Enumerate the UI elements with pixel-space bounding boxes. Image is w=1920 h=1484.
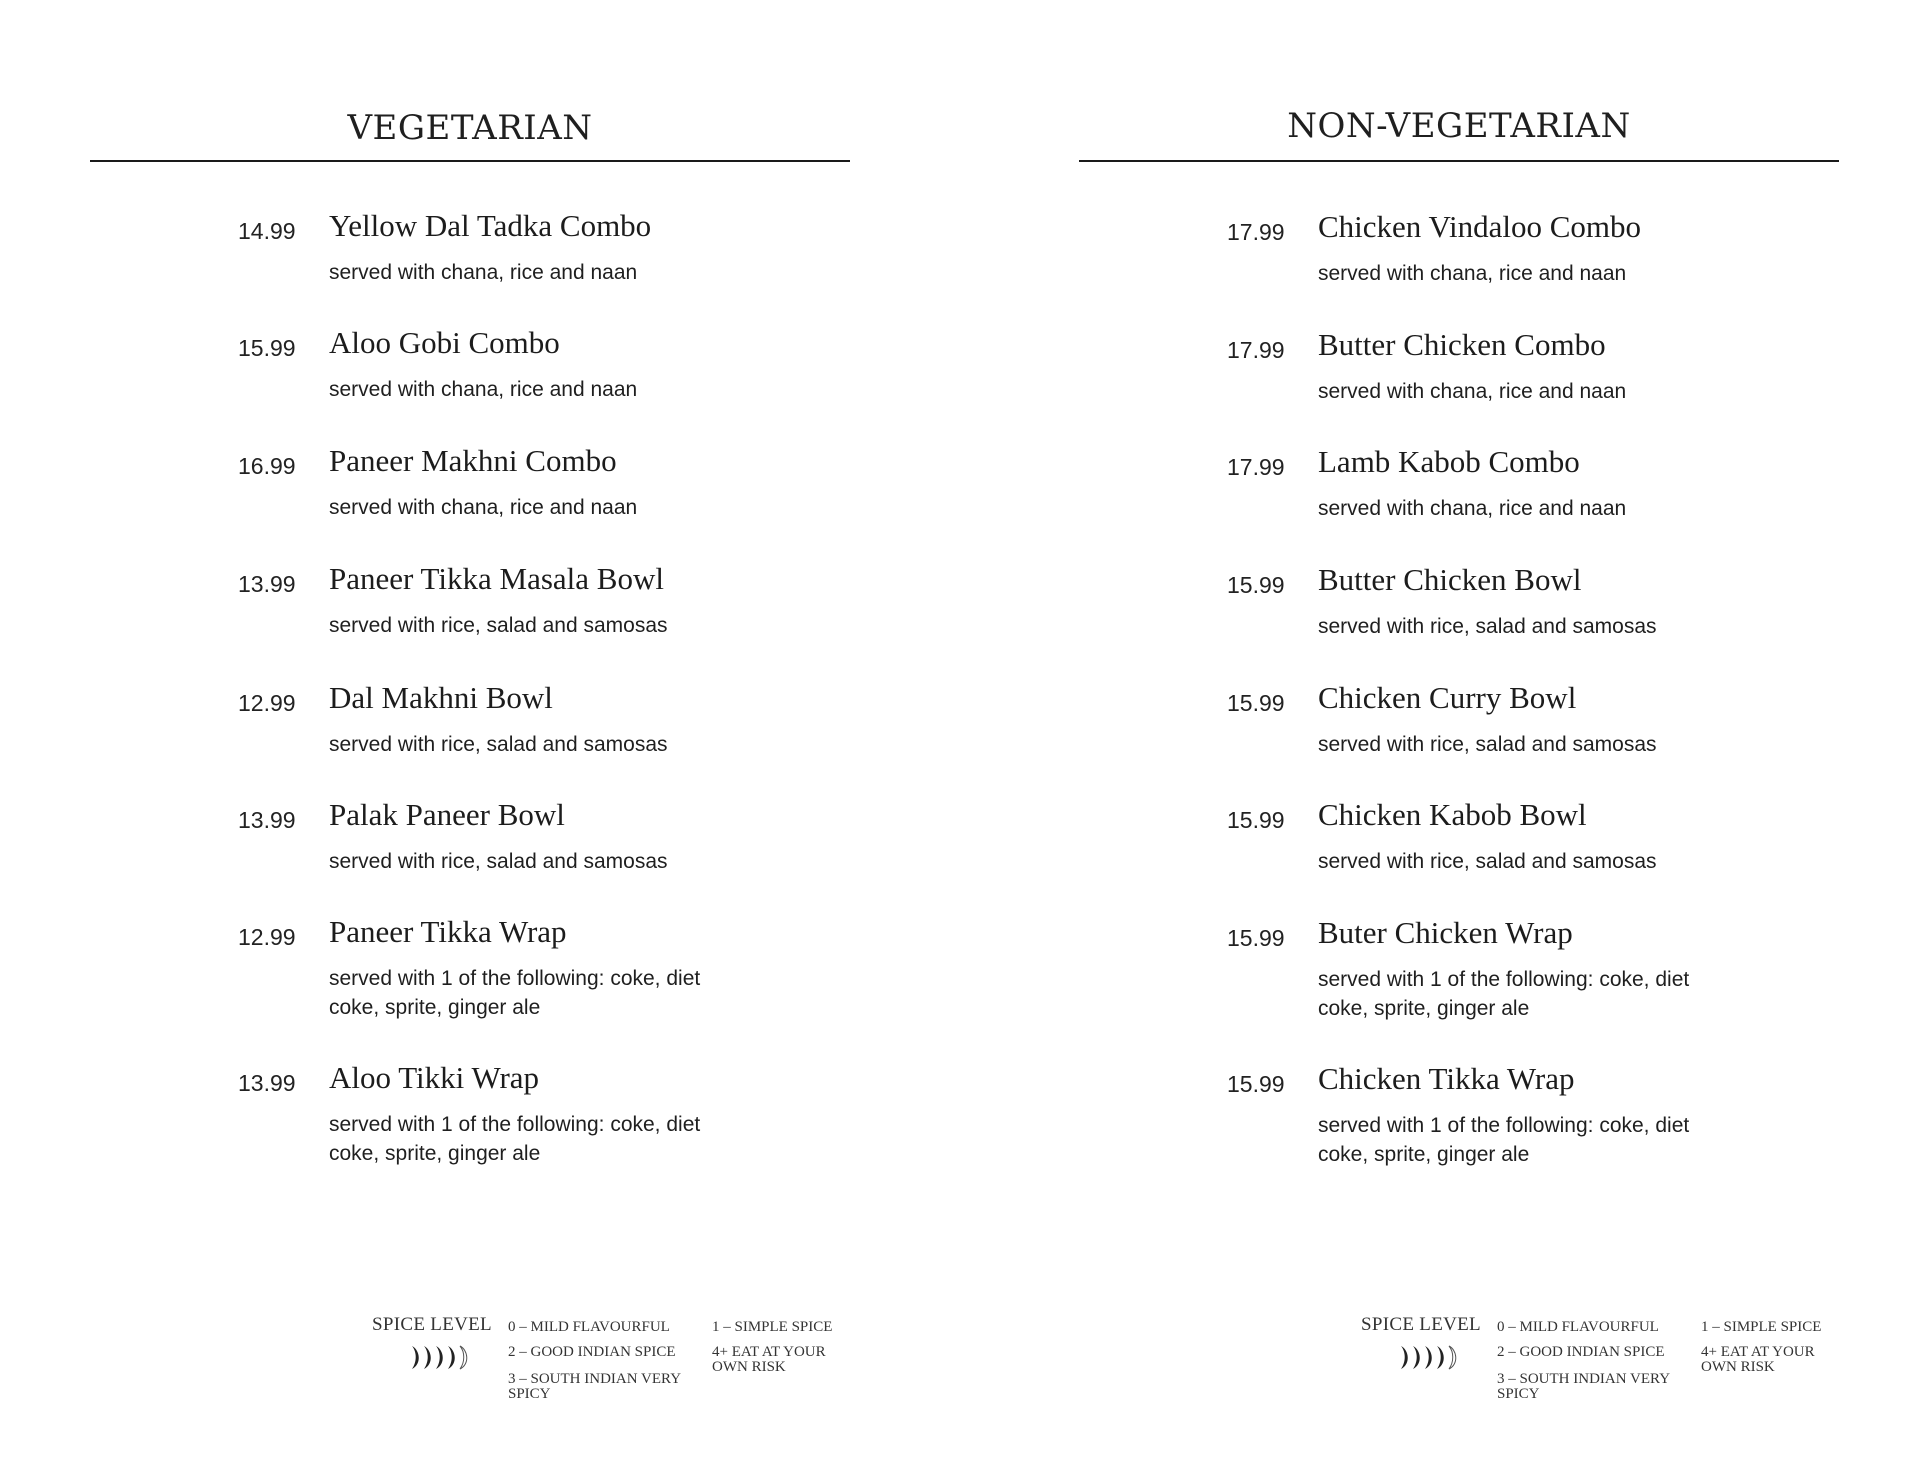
item-price: 15.99 [1227,925,1285,951]
chili-icon [408,1342,480,1372]
item-description: served with rice, salad and samosas [329,733,668,756]
item-name: Aloo Tikki Wrap [329,1060,540,1095]
spice-level-0: 0 – MILD FLAVOURFUL [1497,1319,1659,1335]
item-price: 12.99 [238,924,296,950]
item-name: Lamb Kabob Combo [1318,444,1580,479]
section-title-vegetarian: VEGETARIAN [347,108,593,148]
item-name: Buter Chicken Wrap [1318,915,1573,950]
spice-legend-title: SPICE LEVEL [1361,1314,1481,1335]
item-description: served with chana, rice and naan [329,261,638,284]
item-price: 13.99 [238,807,296,833]
item-description: served with chana, rice and naan [1318,262,1627,285]
item-price: 15.99 [1227,807,1285,833]
item-description: served with rice, salad and samosas [329,614,668,637]
item-description: served with 1 of the following: coke, diet coke, sprite, ginger ale [329,967,701,1019]
section-title-non-vegetarian: NON-VEGETARIAN [1287,106,1631,146]
spice-legend [1361,1312,1841,1412]
item-description: served with 1 of the following: coke, diet coke, sprite, ginger ale [1318,1114,1690,1166]
item-price: 17.99 [1227,219,1285,245]
spice-level-4: 4+ EAT AT YOUR OWN RISK [712,1344,826,1375]
item-price: 15.99 [1227,1071,1285,1097]
item-name: Chicken Tikka Wrap [1318,1061,1575,1096]
spice-level-1: 1 – SIMPLE SPICE [1701,1319,1822,1335]
spice-level-3: 3 – SOUTH INDIAN VERY SPICY [1497,1371,1670,1402]
item-price: 14.99 [238,218,296,244]
item-price: 15.99 [238,335,296,361]
vegetarian-panel [90,0,850,1484]
item-name: Butter Chicken Bowl [1318,562,1582,597]
item-name: Aloo Gobi Combo [329,325,560,360]
item-description: served with chana, rice and naan [1318,497,1627,520]
item-price: 15.99 [1227,572,1285,598]
item-price: 13.99 [238,1070,296,1096]
item-description: served with rice, salad and samosas [1318,850,1657,873]
item-description: served with rice, salad and samosas [329,850,668,873]
item-description: served with rice, salad and samosas [1318,615,1657,638]
item-name: Paneer Tikka Wrap [329,914,567,949]
item-description: served with 1 of the following: coke, diet coke, sprite, ginger ale [329,1113,701,1165]
item-name: Paneer Makhni Combo [329,443,617,478]
item-name: Chicken Kabob Bowl [1318,797,1587,832]
item-description: served with 1 of the following: coke, diet coke, sprite, ginger ale [1318,968,1690,1020]
item-name: Butter Chicken Combo [1318,327,1606,362]
chili-icon [1397,1342,1469,1372]
item-price: 16.99 [238,453,296,479]
item-price: 17.99 [1227,454,1285,480]
item-price: 13.99 [238,571,296,597]
spice-legend [372,1312,852,1412]
item-price: 17.99 [1227,337,1285,363]
item-name: Chicken Vindaloo Combo [1318,209,1642,244]
item-price: 15.99 [1227,690,1285,716]
item-description: served with chana, rice and naan [1318,380,1627,403]
item-name: Dal Makhni Bowl [329,680,553,715]
spice-level-2: 2 – GOOD INDIAN SPICE [1497,1344,1665,1360]
item-description: served with chana, rice and naan [329,496,638,519]
spice-level-0: 0 – MILD FLAVOURFUL [508,1319,670,1335]
section-divider [90,160,850,162]
spice-level-1: 1 – SIMPLE SPICE [712,1319,833,1335]
item-description: served with rice, salad and samosas [1318,733,1657,756]
item-price: 12.99 [238,690,296,716]
item-name: Chicken Curry Bowl [1318,680,1577,715]
section-divider [1079,160,1839,162]
item-name: Yellow Dal Tadka Combo [329,208,652,243]
spice-level-2: 2 – GOOD INDIAN SPICE [508,1344,676,1360]
non-vegetarian-panel [1079,0,1839,1484]
item-name: Paneer Tikka Masala Bowl [329,561,664,596]
spice-level-3: 3 – SOUTH INDIAN VERY SPICY [508,1371,681,1402]
item-description: served with chana, rice and naan [329,378,638,401]
spice-legend-title: SPICE LEVEL [372,1314,492,1335]
spice-level-4: 4+ EAT AT YOUR OWN RISK [1701,1344,1815,1375]
item-name: Palak Paneer Bowl [329,797,565,832]
